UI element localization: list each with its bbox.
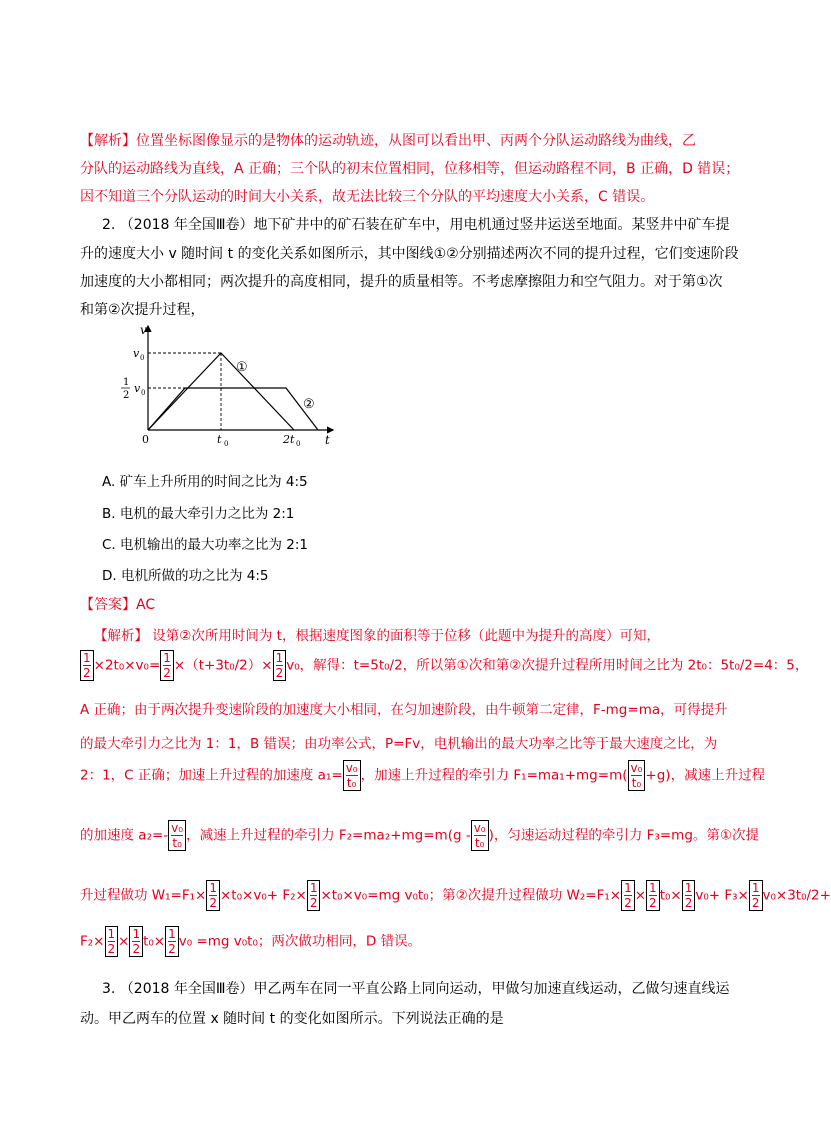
analysis-1-line-1: 【解析】位置坐标图像显示的是物体的运动轨迹，从图可以看出甲、丙两个分队运动路线为曲线，乙 — [80, 133, 696, 149]
fraction-half: $\frac{1}{2}$ — [80, 650, 94, 681]
fraction-v0-t0: $\frac{\text{v₀}}{\text{t₀}}$ — [471, 820, 489, 851]
t-axis-label: t — [325, 433, 330, 447]
two-t0-sub: 0 — [296, 440, 301, 448]
fraction-half: $\frac{1}{2}$ — [621, 880, 635, 911]
t0-label: t — [217, 433, 222, 446]
v0-sub: 0 — [140, 354, 145, 362]
analysis-2-line-1: 【解析】 设第②次所用时间为 t，根据速度图象的面积等于位移（此题中为提升的高度）可知， — [94, 628, 660, 644]
two-t0-label: 2t — [283, 433, 295, 446]
velocity-time-graph — [123, 320, 343, 450]
half-v0-label: v — [134, 382, 141, 395]
fraction-half: $\frac{1}{2}$ — [307, 880, 321, 911]
t0-sub: 0 — [224, 440, 229, 448]
option-a: A. 矿车上升所用的时间之比为 4:5 — [102, 474, 308, 490]
half-den: 2 — [123, 390, 130, 401]
fraction-v0-t0: $\frac{\text{v₀}}{\text{t₀}}$ — [168, 820, 186, 851]
option-b: B. 电机的最大牵引力之比为 2:1 — [102, 506, 295, 522]
question-2-line-1: 2. （2018 年全国Ⅲ卷）地下矿井中的矿石装在矿车中，用电机通过竖井运送至地面。某竖井中矿车提 — [102, 217, 730, 233]
fraction-half: $\frac{1}{2}$ — [682, 880, 696, 911]
question-2-line-2: 升的速度大小 v 随时间 t 的变化关系如图所示，其中图线①②分别描述两次不同的提升过程，它们变速阶段 — [80, 246, 739, 262]
analysis-2-line-3: A 正确；由于两次提升变速阶段的加速度大小相同，在匀加速阶段，由牛顿第二定律，F-mg=ma，可得提升 — [80, 702, 728, 718]
fraction-v0-t0: $\frac{\text{v₀}}{\text{t₀}}$ — [343, 760, 361, 791]
curve-2 — [148, 388, 318, 430]
fraction-half: $\frac{1}{2}$ — [105, 926, 119, 957]
analysis-2-line-7: 升过程做功 W₁=F₁× $\frac{1}{2}$ ×t₀×v₀+ F₂× $\frac{1}{2}$ ×t₀×v₀=mg v₀t₀；第②次提升过程做功 W₂=F₁× $\frac{1}{2}$ × $\frac{1}{2}$ t₀× $\frac{1}{2}$ v₀+ F₃× $\frac{1}{2}$ v₀×3t₀/2+ — [80, 881, 831, 910]
fraction-half: $\frac{1}{2}$ — [646, 880, 660, 911]
fraction-half: $\frac{1}{2}$ — [273, 650, 287, 681]
question-2-line-4: 和第②次提升过程， — [80, 302, 205, 318]
analysis-1-line-2: 分队的运动路线为直线，A 正确；三个队的初末位置相同，位移相等，但运动路程不同，B 正确，D 错误； — [80, 161, 740, 177]
fraction-half: $\frac{1}{2}$ — [165, 926, 179, 957]
question-3-line-2: 动。甲乙两车的位置 x 随时间 t 的变化如图所示。下列说法正确的是 — [80, 1011, 504, 1027]
fraction-half: $\frac{1}{2}$ — [160, 650, 174, 681]
fraction-v0-t0: $\frac{\text{v₀}}{\text{t₀}}$ — [628, 760, 646, 791]
answer: 【答案】AC — [80, 597, 156, 613]
origin-label: 0 — [142, 433, 149, 446]
fraction-half: $\frac{1}{2}$ — [206, 880, 220, 911]
fraction-half: $\frac{1}{2}$ — [749, 880, 763, 911]
question-3-line-1: 3. （2018 年全国Ⅲ卷）甲乙两车在同一平直公路上同向运动，甲做匀加速直线运动，乙做匀速直线运 — [102, 981, 730, 997]
half-v0-sub: 0 — [141, 389, 146, 397]
analysis-2-line-6: 的加速度 a₂=- $\frac{\text{v₀}}{\text{t₀}}$ ，减速上升过程的牵引力 F₂=ma₂+mg=m(g - $\frac{\text{v₀}}{\text{t₀}}$ )，匀速运动过程的牵引力 F₃=mg。第①次提 — [80, 821, 759, 850]
fraction-half: $\frac{1}{2}$ — [129, 926, 143, 957]
option-d: D. 电机所做的功之比为 4:5 — [102, 568, 269, 584]
analysis-2-line-2: $\frac{1}{2}$ ×2t₀×v₀= $\frac{1}{2}$ ×（t+3t₀/2）× $\frac{1}{2}$ v₀，解得：t=5t₀/2，所以第①次和第②次提升过程所用时间之比为 2t₀：5t₀/2=4：5， — [80, 650, 808, 681]
curve-2-label: ② — [303, 397, 315, 412]
analysis-2-line-8: F₂× $\frac{1}{2}$ × $\frac{1}{2}$ t₀× $\frac{1}{2}$ v₀ =mg v₀t₀；两次做功相同，D 错误。 — [80, 927, 422, 956]
half-num: 1 — [123, 377, 130, 388]
analysis-2-line-5: 2：1，C 正确；加速上升过程的加速度 a₁= $\frac{\text{v₀}}{\text{t₀}}$ ，加速上升过程的牵引力 F₁=ma₁+mg=m( $\frac{\text{v₀}}{\text{t₀}}$ +g)，减速上升过程 — [80, 761, 766, 790]
question-2-line-3: 加速度的大小都相同；两次提升的高度相同，提升的质量相等。不考虑摩擦阻力和空气阻力。对于第①次 — [80, 274, 723, 290]
analysis-2-line-4: 的最大牵引力之比为 1：1，B 错误；由功率公式，P=Fv，电机输出的最大功率之比等于最大速度之比，为 — [80, 736, 718, 752]
v-axis-label: v — [140, 323, 147, 337]
v0-label: v — [133, 347, 140, 360]
analysis-1-line-3: 因不知道三个分队运动的时间大小关系，故无法比较三个分队的平均速度大小关系，C 错误。 — [80, 189, 655, 205]
option-c: C. 电机输出的最大功率之比为 2:1 — [102, 537, 309, 553]
curve-1-label: ① — [236, 360, 248, 375]
